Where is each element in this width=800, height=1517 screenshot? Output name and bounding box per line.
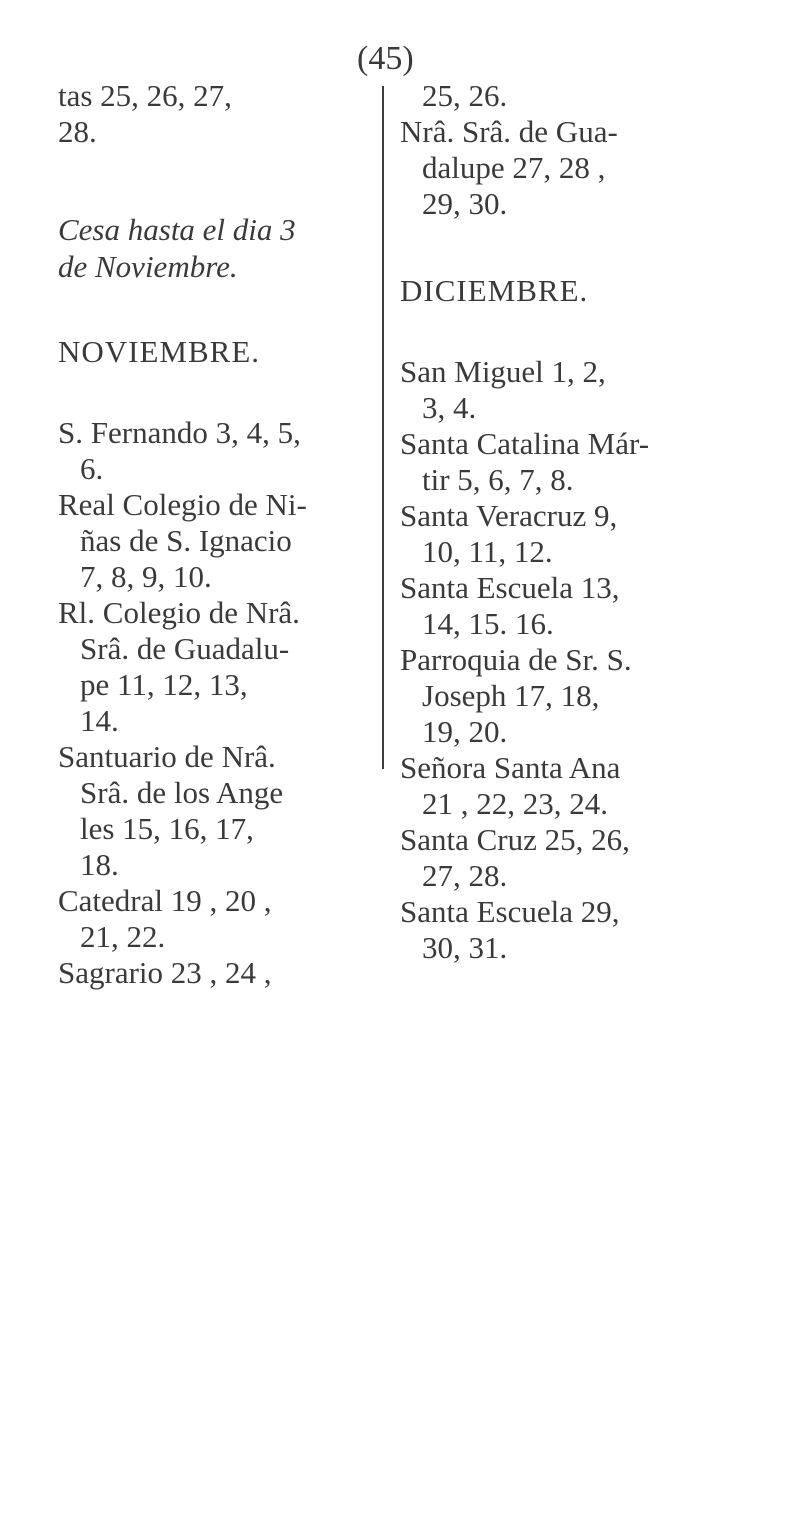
left-continuation-line: 28. [58, 114, 97, 149]
right-continuation-line: dalupe 27, 28 , [422, 150, 606, 185]
entry-line: 30, 31. [422, 930, 508, 965]
right-continuation-line: 29, 30. [422, 186, 508, 221]
entry-line: Santa Escuela 29, [400, 894, 620, 929]
entry-line: Catedral 19 , 20 , [58, 883, 272, 918]
entry-line: 7, 8, 9, 10. [80, 559, 212, 594]
entry-line: 27, 28. [422, 858, 508, 893]
entry-line: les 15, 16, 17, [80, 811, 254, 846]
entry-line: Rl. Colegio de Nrâ. [58, 595, 300, 630]
entry-line: Santa Veracruz 9, [400, 498, 618, 533]
entry-line: 6. [80, 451, 104, 486]
left-continuation-line: tas 25, 26, 27, [58, 78, 232, 113]
entry-line: Real Colegio de Ni- [58, 487, 307, 522]
month-heading-diciembre: DICIEMBRE. [400, 273, 589, 308]
entry-line: 18. [80, 847, 119, 882]
entry-line: 10, 11, 12. [422, 534, 553, 569]
entry-line: 21 , 22, 23, 24. [422, 786, 608, 821]
entry-line: Srâ. de los Ange [80, 775, 284, 810]
entry-line: tir 5, 6, 7, 8. [422, 462, 574, 497]
entry-line: Santa Escuela 13, [400, 570, 620, 605]
left-note-line: de Noviembre. [58, 249, 238, 284]
month-heading-noviembre: NOVIEMBRE. [58, 334, 261, 369]
entry-line: 3, 4. [422, 390, 477, 425]
entry-line: Joseph 17, 18, [422, 678, 600, 713]
entry-line: San Miguel 1, 2, [400, 354, 606, 389]
entry-line: 14, 15. 16. [422, 606, 554, 641]
entry-line: ñas de S. Ignacio [80, 523, 292, 558]
right-continuation-line: Nrâ. Srâ. de Gua- [400, 114, 618, 149]
entry-line: Parroquia de Sr. S. [400, 642, 632, 677]
entry-line: S. Fernando 3, 4, 5, [58, 415, 301, 450]
entry-line: Santuario de Nrâ. [58, 739, 276, 774]
column-divider [382, 86, 384, 769]
entry-line: 14. [80, 703, 119, 738]
entry-line: Santa Catalina Már- [400, 426, 650, 461]
left-note-line: Cesa hasta el dia 3 [58, 212, 296, 247]
right-continuation-line: 25, 26. [422, 78, 508, 113]
entry-line: Srâ. de Guadalu- [80, 631, 290, 666]
entry-line: 21, 22. [80, 919, 166, 954]
entry-line: pe 11, 12, 13, [80, 667, 248, 702]
entry-line: Santa Cruz 25, 26, [400, 822, 630, 857]
entry-line: Sagrario 23 , 24 , [58, 955, 272, 990]
page-number: (45) [357, 40, 414, 77]
entry-line: Señora Santa Ana [400, 750, 621, 785]
entry-line: 19, 20. [422, 714, 508, 749]
